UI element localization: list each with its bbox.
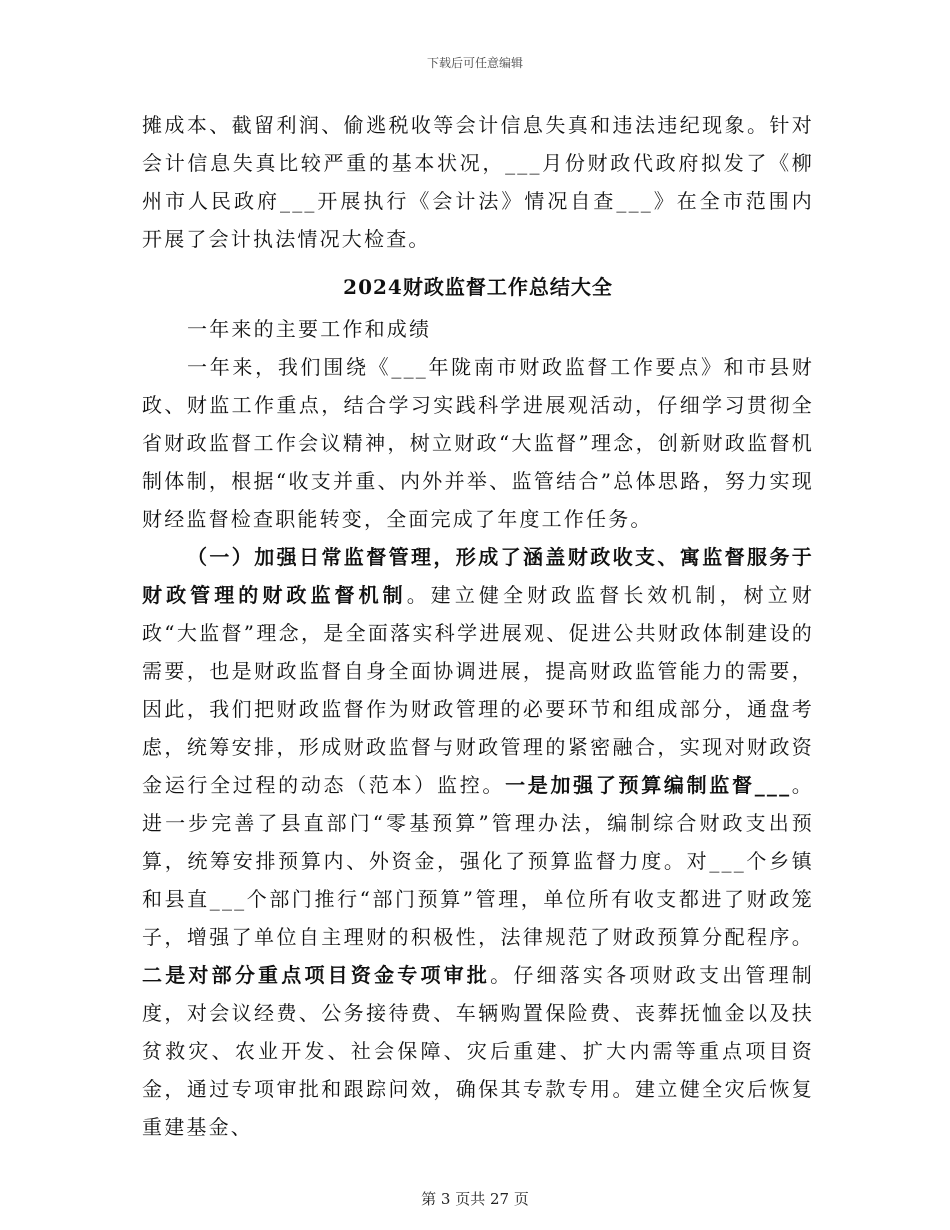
- page-footer: 第 3 页共 27 页: [421, 1190, 529, 1208]
- page-header: 下载后可任意编辑: [426, 56, 523, 70]
- section-title: 2024财政监督工作总结大全: [343, 275, 613, 299]
- intro-paragraph: 摊成本、截留利润、偷逃税收等会计信息失真和违法违纪现象。针对会计信息失真比较严重的基本状况，___月份财政代政府拟发了《柳州市人民政府___开展执行《会计法》情况自查___》在全市范围内开展了会计执法情况大检查。: [142, 113, 814, 251]
- paragraph-1: 一年来，我们围绕《___年陇南市财政监督工作要点》和市县财政、财监工作重点，结合学习实践科学进展观活动，仔细学习贯彻全省财政监督工作会议精神，树立财政“大监督”理念，创新财政监督机制体制，根据“收支并重、内外并举、监管结合”总体思路，努力实现财经监督检查职能转变，全面完成了年度工作任务。: [142, 355, 814, 531]
- bold-point-1: 一是加强了预算编制监督___: [505, 773, 792, 797]
- paragraph-2-text-2: 。进一步完善了县直部门“零基预算”管理办法，编制综合财政支出预算，统筹安排预算内、外资金，强化了预算监督力度。对___个乡镇和县直___个部门推行“部门预算”管理，单位所有收支都进了财政笼子，增强了单位自主理财的积极性，法律规范了财政预算分配程序。: [142, 773, 814, 949]
- subheading: 一年来的主要工作和成绩: [187, 317, 432, 341]
- paragraph-2-text-3: 。仔细落实各项财政支出管理制度，对会议经费、公务接待费、车辆购置保险费、丧葬抚恤金以及扶贫救灾、农业开发、社会保障、灾后重建、扩大内需等重点项目资金，通过专项审批和跟踪问效，确保其专款专用。建立健全灾后恢复重建基金、: [142, 963, 814, 1139]
- bold-lead: （一）加强日常监督管理，形成了涵盖财政收支、寓监督服务于财政管理的财政监督机制: [142, 545, 814, 607]
- document-body: [142, 106, 814, 1146]
- paragraph-2: [142, 538, 814, 1146]
- paragraph-2-text-1: 。建立健全财政监督长效机制，树立财政“大监督”理念，是全面落实科学进展观、促进公共财政体制建设的需要，也是财政监督自身全面协调进展，提高财政监管能力的需要，因此，我们把财政监督作为财政管理的必要环节和组成部分，通盘考虑，统筹安排，形成财政监督与财政管理的紧密融合，实现对财政资金运行全过程的动态（范本）监控。: [142, 583, 814, 797]
- bold-point-2: 二是对部分重点项目资金专项审批: [142, 963, 491, 987]
